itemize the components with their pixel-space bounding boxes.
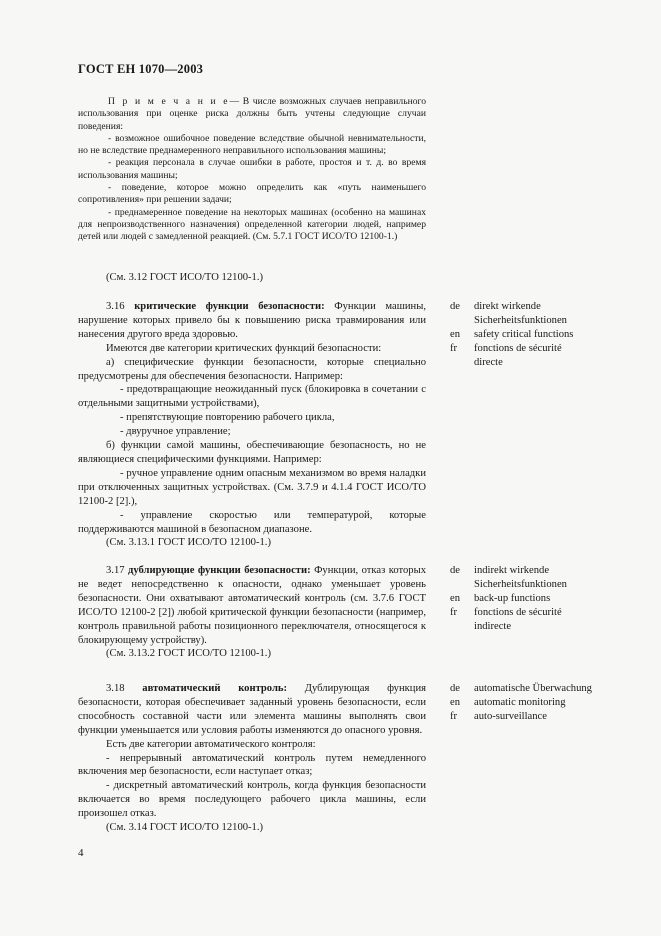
section-number: 3.17 xyxy=(106,565,125,576)
term-text: automatische Überwachung xyxy=(474,683,592,694)
lang-code xyxy=(450,314,474,328)
note-block xyxy=(78,96,426,244)
note-intro xyxy=(78,96,426,133)
term-text: fonctions de sécurité xyxy=(474,342,562,354)
note-item: - преднамеренное поведение на некоторых машинах (особенно на машинах для непроизводственного назначения) определенной категории людей, например детей или людей с замедленной реакцией. (См. 5.7.1 ГОСТ ИСО/ТО 12100-1.) xyxy=(78,206,426,243)
term-text: Sicherheitsfunktionen xyxy=(474,314,567,326)
lang-code: de xyxy=(450,683,460,694)
lang-code: de xyxy=(450,301,460,312)
lang-code: de xyxy=(450,565,460,576)
lang-code: fr xyxy=(450,342,458,354)
term-row xyxy=(450,342,650,356)
paragraph: Имеются две категории критических функций безопасности: xyxy=(106,342,382,354)
term-text: fonctions de sécurité xyxy=(474,606,562,618)
lang-code xyxy=(450,578,474,592)
term-text: indirekt wirkende xyxy=(474,565,550,576)
term-definition: Функции, отказ которых не ведет непосредственно к опасности, однако уменьшает уровень безопасности. Они охватывают автоматический контроль (см. 3.7.6 ГОСТ ИСО/ТО 12100-2 [2]) любой критической функции безопасности (например, контроль правильной работы позиционного переключателя, относящегося к блокирующему устройству). xyxy=(78,565,426,646)
lang-code xyxy=(450,620,474,634)
page-number: 4 xyxy=(78,847,84,859)
list-item: - двуручное управление; xyxy=(120,426,231,438)
section-number: 3.18 xyxy=(106,683,125,694)
term-row xyxy=(450,300,650,314)
term-row xyxy=(450,682,650,696)
section-reference: (См. 3.14 ГОСТ ИСО/ТО 12100-1.) xyxy=(106,822,264,834)
section-reference: (См. 3.13.2 ГОСТ ИСО/ТО 12100-1.) xyxy=(106,648,271,660)
note-item: - поведение, которое можно определить как «путь наименьшего сопротивления» при решении задачи; xyxy=(78,182,426,206)
term-text: safety critical functions xyxy=(474,328,574,340)
lang-code: en xyxy=(450,696,460,708)
term-text: directe xyxy=(474,356,503,368)
term-definition: Функции машины, нарушение которых привело бы к повышению риска травмирования или нанесения другого вреда здоровью. xyxy=(78,301,426,340)
term-row xyxy=(450,564,650,578)
section-reference: (См. 3.13.1 ГОСТ ИСО/ТО 12100-1.) xyxy=(106,537,271,549)
terms-3-17 xyxy=(450,564,650,634)
term-row xyxy=(450,578,650,592)
list-item: - управление скоростью или температурой, которые поддерживаются машиной в безопасном диапазоне. xyxy=(78,509,426,535)
section-3-16 xyxy=(78,300,426,550)
term-row xyxy=(450,314,650,328)
list-item: б) функции самой машины, обеспечивающие безопасность, но не являющиеся специфическими функциями. Например: xyxy=(78,440,426,465)
list-item: а) специфические функции безопасности, которые специально предусмотрены для обеспечения безопасности. Например: xyxy=(78,356,426,382)
lang-code: fr xyxy=(450,710,458,722)
term-text: automatic monitoring xyxy=(474,696,566,708)
list-item: - препятствующие повторению рабочего цикла, xyxy=(120,412,335,424)
term-row xyxy=(450,356,650,370)
terms-3-16 xyxy=(450,300,650,370)
term-text: back-up functions xyxy=(474,592,551,604)
term-text: direkt wirkende xyxy=(474,301,541,312)
term-row xyxy=(450,592,650,606)
term-heading: автоматический контроль: xyxy=(142,683,288,694)
note-label: П р и м е ч а н и е xyxy=(108,96,230,107)
lang-code: fr xyxy=(450,606,458,618)
term-heading: критические функции безопасности: xyxy=(134,301,325,312)
term-row xyxy=(450,696,650,710)
paragraph: Есть две категории автоматического контроля: xyxy=(106,738,316,750)
note-item: - возможное ошибочное поведение вследствие обычной невнимательности, но не вследствие преднамеренного неправильного использования машины; xyxy=(78,132,426,157)
section-3-17 xyxy=(78,564,426,661)
note-intro-text: — В числе возможных случаев неправильного использования при оценке риска должны быть учтены следующие случаи поведения: xyxy=(78,96,426,132)
term-heading: дублирующие функции безопасности: xyxy=(127,565,311,576)
term-definition: Дублирующая функция безопасности, которая обеспечивает заданный уровень безопасности, если способность составной части или элемента машины выполнять свои функции уменьшается или условия работы изменяются до опасного уровня. xyxy=(78,683,426,736)
note-item: - реакция персонала в случае ошибки в работе, простоя и т. д. во время использования машины; xyxy=(78,157,426,181)
section-number: 3.16 xyxy=(106,301,125,312)
list-item: - непрерывный автоматический контроль путем немедленного включения мер безопасности, если наступает отказ; xyxy=(78,752,426,778)
document-header: ГОСТ ЕН 1070—2003 xyxy=(78,62,204,76)
terms-3-18 xyxy=(450,682,650,724)
list-item: - ручное управление одним опасным механизмом во время наладки при отключенных защитных устройствах. (См. 3.7.9 и 4.1.4 ГОСТ ИСО/ТО 12100-2 [2].), xyxy=(78,467,426,507)
term-row xyxy=(450,606,650,620)
term-row xyxy=(450,710,650,724)
list-item: - дискретный автоматический контроль, когда функция безопасности включается во время последующего рабочего цикла машины, если произошел отказ. xyxy=(78,780,426,820)
lang-code xyxy=(450,356,474,370)
note-reference: (См. 3.12 ГОСТ ИСО/ТО 12100-1.) xyxy=(106,272,264,283)
term-text: Sicherheitsfunktionen xyxy=(474,578,567,590)
term-row xyxy=(450,328,650,342)
list-item: - предотвращающие неожиданный пуск (блокировка в сочетании с отдельными защитными устройствами), xyxy=(78,384,426,410)
term-row xyxy=(450,620,650,634)
section-3-18 xyxy=(78,682,426,835)
term-text: indirecte xyxy=(474,620,512,632)
term-text: auto-surveillance xyxy=(474,710,547,722)
lang-code: en xyxy=(450,592,460,604)
lang-code: en xyxy=(450,328,460,340)
